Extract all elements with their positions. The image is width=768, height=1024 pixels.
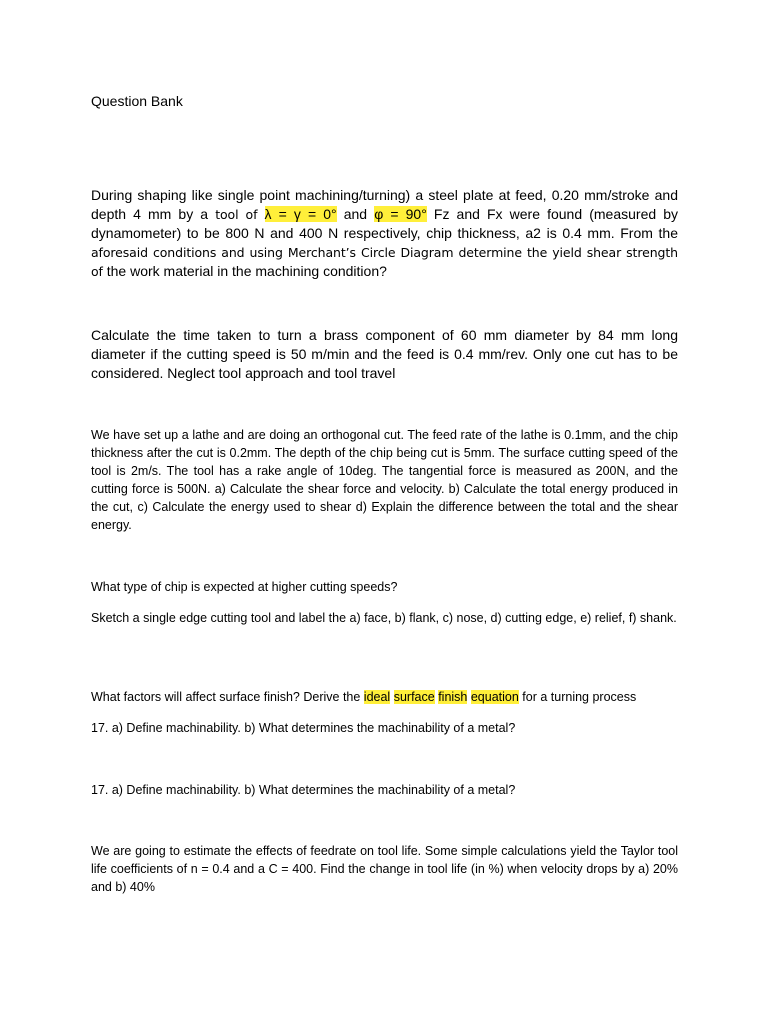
highlight-finish: finish (438, 690, 468, 704)
question-orthogonal-cut: We have set up a lathe and are doing an orthogonal cut. The feed rate of the lathe is 0.1mm, and the chip thickness after the cut is 0.2mm. The depth of the chip being cut is 5mm. The surface cutting speed of the tool is 2m/s. The tool has a rake angle of 10deg. The tangential force is measured as 200N, and the cutting force is 500N. a) Calculate the shear force and velocity. b) Calculate the total energy produced in the cut, c) Calculate the energy used to shear d) Explain the difference between the total and the shear energy. (91, 428, 678, 532)
highlight-ideal: ideal (363, 690, 391, 704)
q1-tool-of: tool of (215, 207, 258, 222)
q1-text-b: Fz and Fx were found (measured by dynamometer) to be 800 N and 400 N respectively, chip thickness, a2 is 0.4 mm. From the (91, 206, 679, 241)
q1-and: and (336, 206, 375, 222)
question-shaping (91, 186, 678, 281)
question-machinability-2: 17. a) Define machinability. b) What determines the machinability of a metal? (91, 783, 516, 797)
question-turning-time: Calculate the time taken to turn a brass component of 60 mm diameter by 84 mm long diameter if the cutting speed is 50 m/min and the feed is 0.4 mm/rev. Only one cut has to be considered. Neglect tool approach and tool travel (91, 327, 678, 381)
question-tool-life: We are going to estimate the effects of feedrate on tool life. Some simple calculations yield the Taylor tool life coefficients of n = 0.4 and a C = 400. Find the change in tool life (in %) when velocity drops by a) 20% and b) 40% (91, 844, 678, 894)
page-title: Question Bank (91, 93, 183, 109)
question-chip-type: What type of chip is expected at higher cutting speeds? (91, 580, 398, 594)
question-surface-finish: What factors will affect surface finish? Derive the ideal surface finish equation for a turning process (91, 690, 637, 704)
highlight-surface: surface (393, 690, 435, 704)
q1-merchant-text: aforesaid conditions and using Merchant’s Circle Diagram determine the yield shear strength of (91, 245, 678, 279)
q1-text-c: the work material in the machining condition? (102, 263, 387, 279)
q1-lambda-highlight: λ = γ = 0° (264, 206, 337, 222)
highlight-equation: equation (470, 690, 519, 704)
question-machinability-1: 17. a) Define machinability. b) What determines the machinability of a metal? (91, 721, 516, 735)
question-cutting-tool-sketch: Sketch a single edge cutting tool and label the a) face, b) flank, c) nose, d) cutting edge, e) relief, f) shank. (91, 611, 677, 625)
q1-phi-highlight: φ = 90° (374, 206, 427, 222)
q1-text-a: During shaping like single point machining/turning) a steel plate at feed, 0.20 mm/stroke and depth 4 mm by a (91, 187, 678, 222)
